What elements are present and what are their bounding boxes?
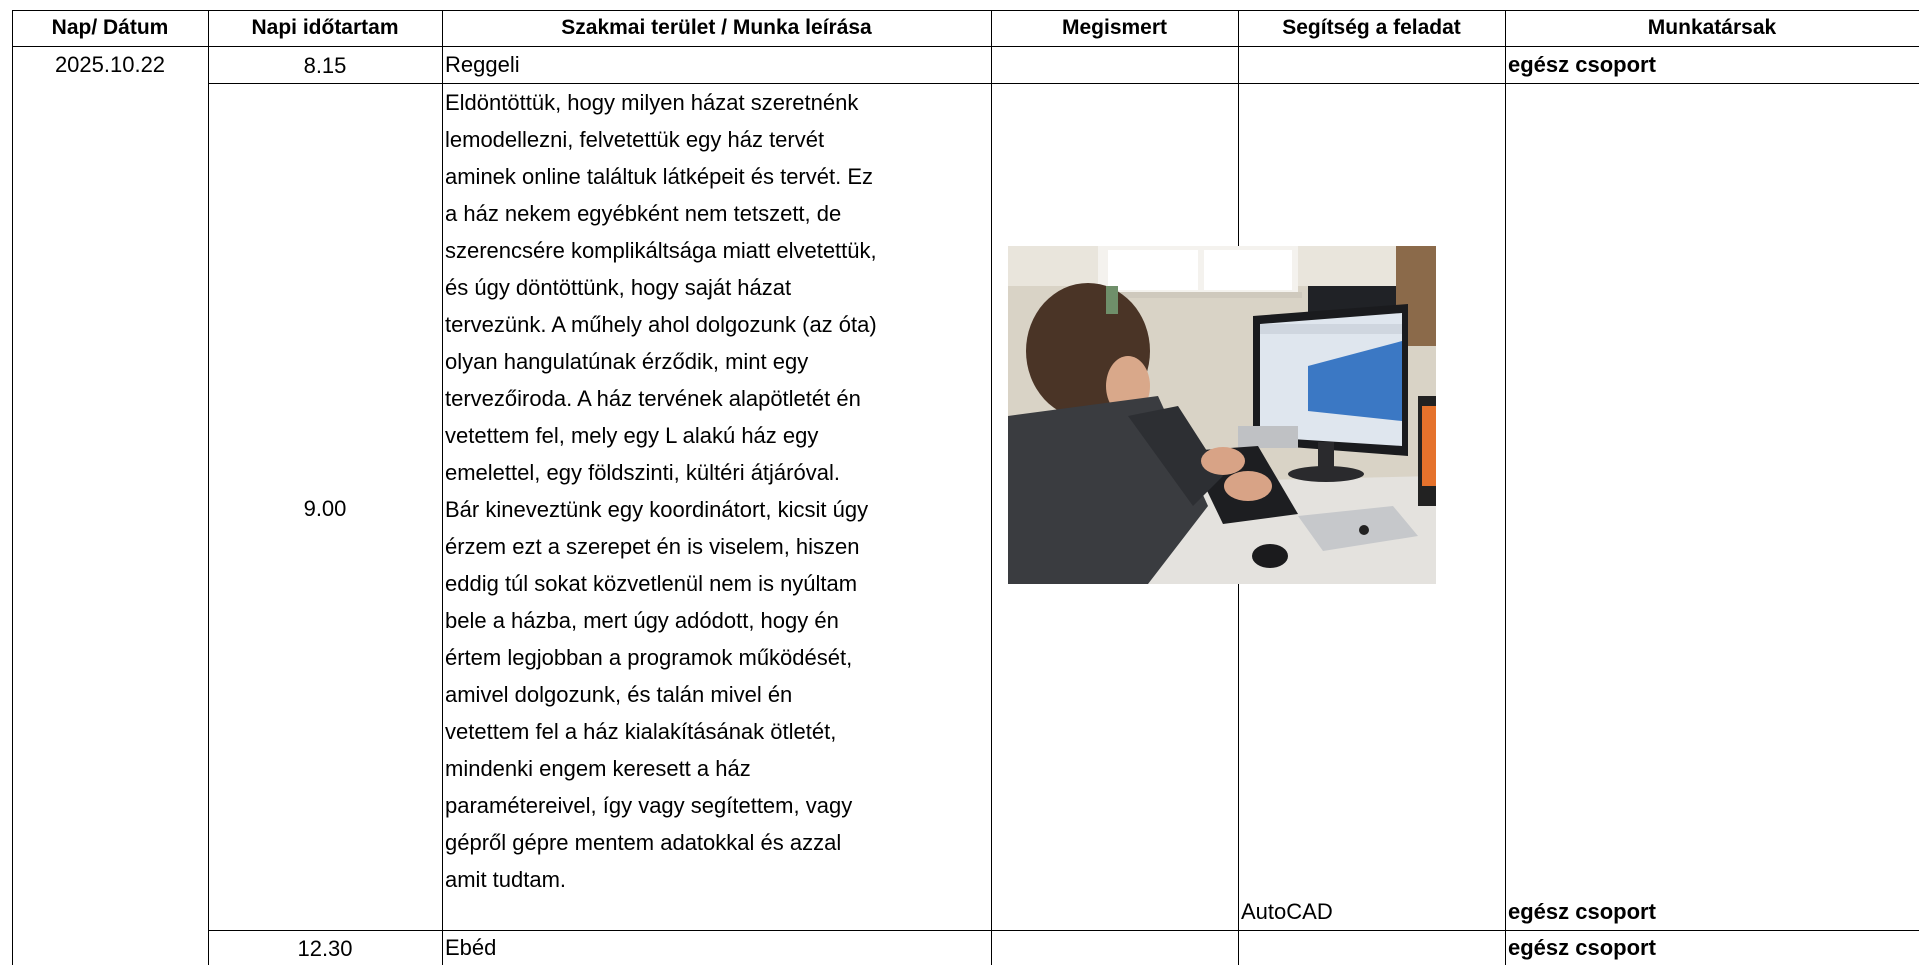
photo-student-at-computer bbox=[1008, 246, 1436, 584]
description-line: lemodellezni, felvetettük egy ház tervét bbox=[445, 127, 825, 152]
description-line: bele a házba, mert úgy adódott, hogy én bbox=[445, 608, 839, 633]
photo-illustration bbox=[1008, 246, 1436, 584]
description-line: érzem ezt a szerepet én is viselem, hiszen bbox=[445, 534, 860, 559]
row3-colleagues: egész csoport bbox=[1508, 935, 1656, 960]
grid-line bbox=[442, 10, 443, 965]
description-line: amit tudtam. bbox=[445, 867, 567, 892]
description-line: vetettem fel a ház kialakításának ötletét, bbox=[445, 719, 837, 744]
row2-colleagues: egész csoport bbox=[1508, 899, 1656, 924]
description-line: vetettem fel, mely egy L alakú ház egy bbox=[445, 423, 819, 448]
description-line: gépről gépre mentem adatokkal és azzal bbox=[445, 830, 842, 855]
row2-help: AutoCAD bbox=[1241, 899, 1333, 924]
description-line: és úgy döntöttünk, hogy saját házat bbox=[445, 275, 792, 300]
grid-line bbox=[208, 10, 209, 965]
row1-time: 8.15 bbox=[303, 53, 347, 78]
description-line: mindenki engem keresett a ház bbox=[445, 756, 751, 781]
row1-date: 2025.10.22 bbox=[54, 52, 166, 77]
row1-work: Reggeli bbox=[445, 52, 520, 77]
row1-colleagues: egész csoport bbox=[1508, 52, 1656, 77]
description-line: paramétereivel, így vagy segítettem, vagy bbox=[445, 793, 853, 818]
header-help: Segítség a feladat bbox=[1282, 16, 1461, 39]
row3-time: 12.30 bbox=[297, 936, 353, 961]
header-colleagues: Munkatársak bbox=[1647, 16, 1777, 39]
header-work: Szakmai terület / Munka leírása bbox=[561, 16, 872, 39]
description-line: emelettel, egy földszinti, kültéri átjáróval. bbox=[445, 460, 840, 485]
description-line: értem legjobban a programok működését, bbox=[445, 645, 853, 670]
description-line: amivel dolgozunk, és talán mivel én bbox=[445, 682, 793, 707]
row2-work-description bbox=[445, 84, 995, 898]
row3-work: Ebéd bbox=[445, 935, 497, 960]
description-line: olyan hangulatúnak érződik, mint egy bbox=[445, 349, 809, 374]
description-line: Bár kineveztünk egy koordinátort, kicsit úgy bbox=[445, 497, 869, 522]
description-line: tervezünk. A műhely ahol dolgozunk (az óta) bbox=[445, 312, 877, 337]
header-date: Nap/ Dátum bbox=[51, 16, 169, 39]
row2-time: 9.00 bbox=[303, 496, 347, 521]
header-duration: Napi időtartam bbox=[251, 16, 399, 39]
grid-line bbox=[1505, 10, 1506, 965]
description-line: tervezőiroda. A ház tervének alapötletét én bbox=[445, 386, 861, 411]
header-learned: Megismert bbox=[1061, 16, 1168, 39]
grid-line bbox=[12, 46, 1919, 47]
description-line: eddig túl sokat közvetlenül nem is nyúltam bbox=[445, 571, 858, 596]
grid-line bbox=[12, 10, 13, 965]
description-line: szerencsére komplikáltsága miatt elvetettük, bbox=[445, 238, 877, 263]
description-line: a ház nekem egyébként nem tetszett, de bbox=[445, 201, 842, 226]
description-line: Eldöntöttük, hogy milyen házat szeretnénk bbox=[445, 90, 859, 115]
description-line: aminek online találtuk látképeit és tervét. Ez bbox=[445, 164, 874, 189]
